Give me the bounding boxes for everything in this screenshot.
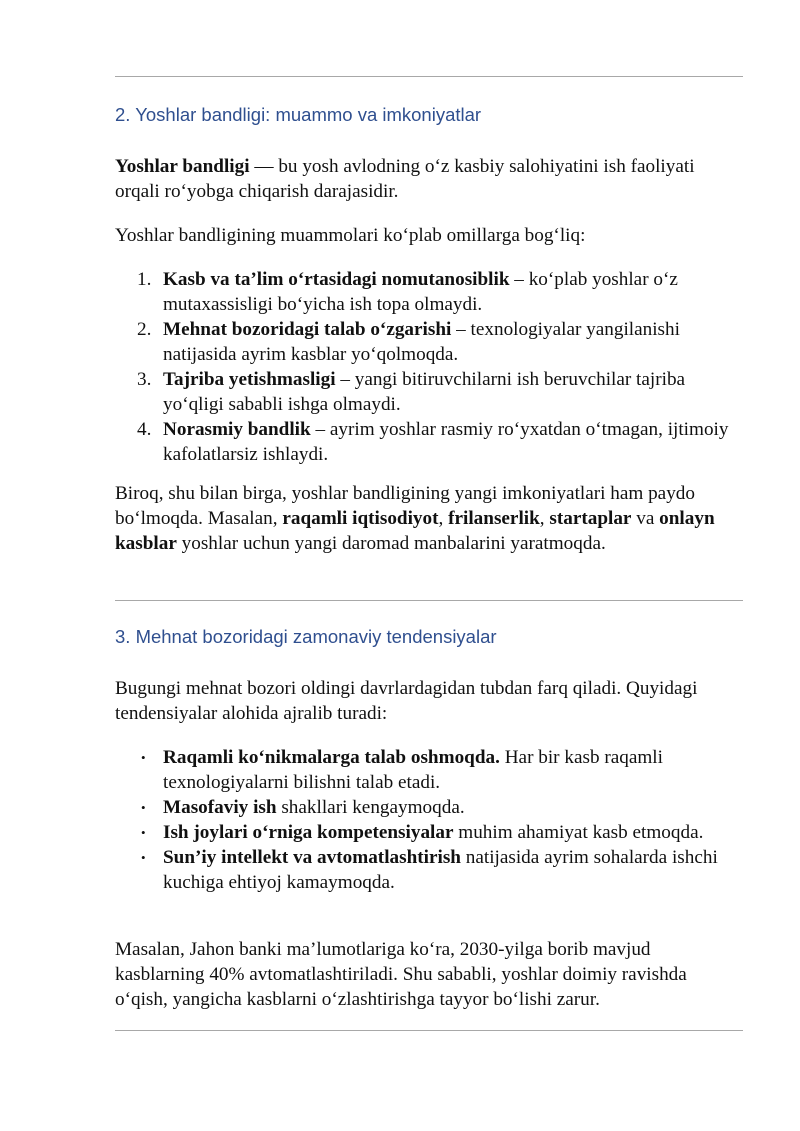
list-item xyxy=(115,417,743,467)
section-heading: 3. Mehnat bozoridagi zamonaviy tendensiyalar xyxy=(115,626,497,647)
closing-text: , xyxy=(438,508,449,529)
horizontal-rule xyxy=(115,1030,743,1031)
closing-term: frilanserlik xyxy=(448,508,540,529)
list-item-text: shakllari kengaymoqda. xyxy=(276,797,465,818)
list-item xyxy=(115,820,743,845)
intro-paragraph xyxy=(115,154,743,204)
list-item-text: Har bir kasb raqamli texnologiyalarni bilishni talab etadi. xyxy=(163,747,663,793)
list-item-text: – ko‘plab yoshlar o‘z mutaxassisligi bo‘yicha ish topa olmaydi. xyxy=(163,269,678,315)
list-item-text: – texnologiyalar yangilanishi natijasida ayrim kasblar yo‘qolmoqda. xyxy=(163,319,680,365)
list-item xyxy=(115,795,743,820)
list-item-title: Ish joylari o‘rniga kompetensiyalar xyxy=(163,822,454,843)
list-item-title: Norasmiy bandlik xyxy=(163,419,311,440)
list-marker: 3. xyxy=(137,369,152,390)
list-item-text: muhim ahamiyat kasb etmoqda. xyxy=(453,822,704,843)
lead-paragraph: Yoshlar bandligining muammolari ko‘plab omillarga bog‘liq: xyxy=(115,225,586,246)
list-item-title: Raqamli ko‘nikmalarga talab oshmoqda. xyxy=(163,747,500,768)
intro-text: — bu yosh avlodning o‘z kasbiy salohiyatini ish faoliyati orqali ro‘yobga chiqarish darajasidir. xyxy=(115,156,695,202)
closing-term: raqamli iqtisodiyot xyxy=(282,508,439,529)
closing-term: startaplar xyxy=(549,508,632,529)
closing-paragraph: Masalan, Jahon banki ma’lumotlariga ko‘ra, 2030-yilga borib mavjud kasblarning 40% avtomatlashtiriladi. Shu sababli, yoshlar doimiy ravishda o‘qish, yangicha kasblarni o‘zlashtirishga tayyor bo‘lishi zarur. xyxy=(115,939,687,1010)
bullet-marker: • xyxy=(141,825,146,840)
closing-text: yoshlar uchun yangi daromad manbalarini yaratmoqda. xyxy=(176,533,606,554)
trends-list xyxy=(115,745,743,895)
list-item xyxy=(115,745,743,795)
horizontal-rule xyxy=(115,600,743,601)
list-item-text: – ayrim yoshlar rasmiy ro‘yxatdan o‘tmagan, ijtimoiy kafolatlarsiz ishlaydi. xyxy=(163,419,729,465)
section-heading: 2. Yoshlar bandligi: muammo va imkoniyatlar xyxy=(115,104,482,125)
bullet-marker: • xyxy=(141,750,146,765)
closing-text: , xyxy=(539,508,550,529)
list-item-title: Kasb va ta’lim o‘rtasidagi nomutanosiblik xyxy=(163,269,510,290)
list-item xyxy=(115,845,743,895)
list-marker: 2. xyxy=(137,319,152,340)
bullet-marker: • xyxy=(141,800,146,815)
problems-list xyxy=(115,267,743,467)
closing-term: onlayn kasblar xyxy=(115,508,715,554)
intro-term: Yoshlar bandligi xyxy=(115,156,250,177)
horizontal-rule xyxy=(115,76,743,77)
list-item-title: Masofaviy ish xyxy=(163,797,277,818)
list-marker: 4. xyxy=(137,419,152,440)
list-item xyxy=(115,267,743,317)
list-item-title: Sun’iy intellekt va avtomatlashtirish xyxy=(163,847,461,868)
list-item-title: Tajriba yetishmasligi xyxy=(163,369,336,390)
list-item xyxy=(115,367,743,417)
closing-text: va xyxy=(631,508,660,529)
list-item-text: – yangi bitiruvchilarni ish beruvchilar tajriba yo‘qligi sababli ishga olmaydi. xyxy=(163,369,686,415)
bullet-marker: • xyxy=(141,850,146,865)
list-item-title: Mehnat bozoridagi talab o‘zgarishi xyxy=(163,319,452,340)
lead-paragraph: Bugungi mehnat bozori oldingi davrlardagidan tubdan farq qiladi. Quyidagi tendensiyalar alohida ajralib turadi: xyxy=(115,678,698,724)
list-item-text: natijasida ayrim sohalarda ishchi kuchiga ehtiyoj kamaymoqda. xyxy=(163,847,718,893)
opportunities-paragraph xyxy=(115,481,743,556)
closing-text: Biroq, shu bilan birga, yoshlar bandligining yangi imkoniyatlari ham paydo bo‘lmoqda. Masalan, xyxy=(115,483,695,529)
list-item xyxy=(115,317,743,367)
list-marker: 1. xyxy=(137,269,152,290)
